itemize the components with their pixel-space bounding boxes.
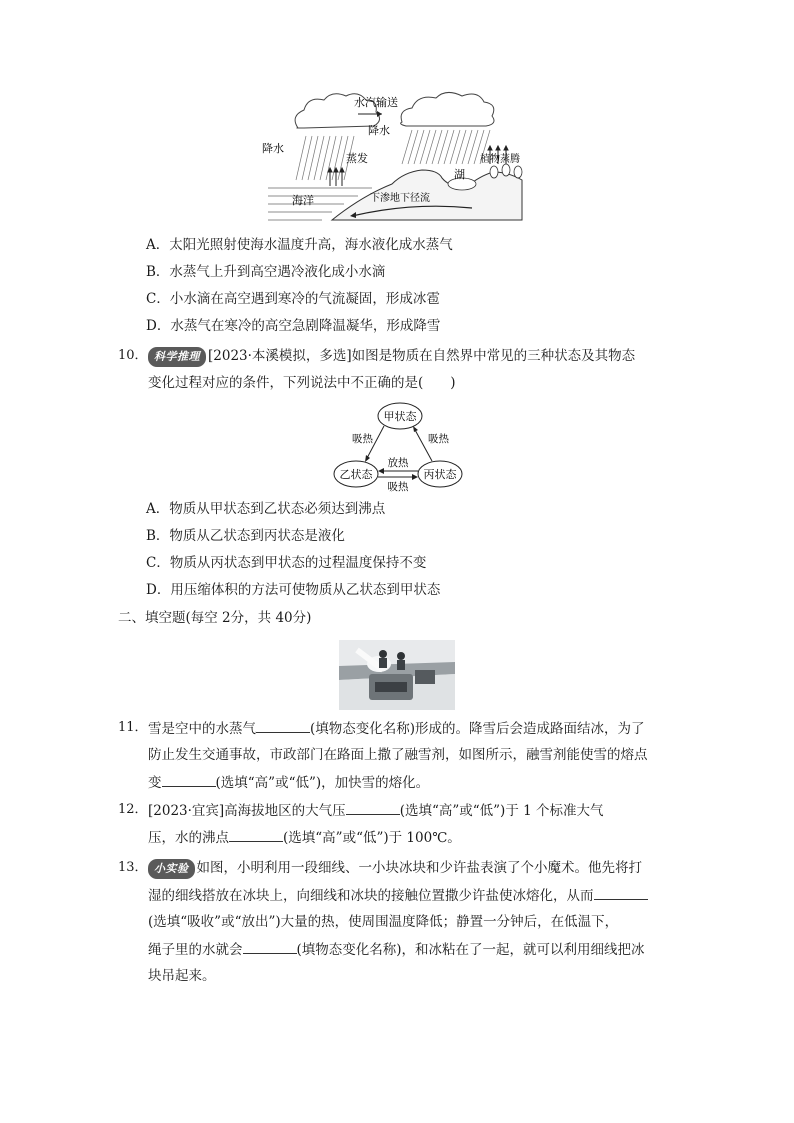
q11-blank-1[interactable] bbox=[256, 719, 310, 733]
q9-option-b: B．水蒸气上升到高空遇冷液化成小水滴 bbox=[146, 264, 386, 280]
label-rain-left: 降水 bbox=[262, 142, 284, 155]
q13-blank-2[interactable] bbox=[243, 940, 297, 954]
state-jia-label: 甲状态 bbox=[383, 410, 417, 423]
mid-bottom-label: 吸热 bbox=[387, 481, 409, 493]
q9-option-a: A．太阳光照射使海水温度升高，海水液化成水蒸气 bbox=[146, 237, 453, 253]
q13-text-1: 如图，小明利用一段细线、一小块冰块和少许盐表演了个小魔术。他先将打 bbox=[196, 860, 642, 876]
state-bing-label: 丙状态 bbox=[423, 468, 457, 481]
q10-option-c: C．物质从丙状态到甲状态的过程温度保持不变 bbox=[146, 555, 427, 571]
q13-text-2a: 湿的细线搭放在冰块上，向细线和冰块的接触位置撒少许盐使冰熔化，从而 bbox=[148, 888, 594, 904]
q10-option-a: A．物质从甲状态到乙状态必须达到沸点 bbox=[146, 501, 386, 517]
q12-text-2a: 压，水的沸点 bbox=[148, 830, 229, 846]
q11-line1 bbox=[148, 719, 645, 738]
q11-text-1a: 雪是空中的水蒸气 bbox=[148, 721, 256, 737]
cloud-right bbox=[401, 92, 494, 126]
q10-badge: 科学推理 bbox=[148, 347, 206, 367]
q13-text-4b: (填物态变化名称)，和冰粘在了一起，就可以利用细线把冰 bbox=[296, 942, 645, 958]
label-rain-top: 降水 bbox=[368, 124, 390, 137]
q11-line2: 防止发生交通事故，市政部门在路面上撒了融雪剂，如图所示，融雪剂能使雪的熔点 bbox=[148, 747, 648, 763]
q13-badge: 小实验 bbox=[148, 859, 195, 879]
left-edge-label: 吸热 bbox=[352, 433, 373, 445]
q11-text-1b: (填物态变化名称)形成的。降雪后会造成路面结冰，为了 bbox=[310, 721, 645, 737]
q12-text-1a: [2023·宜宾]高海拔地区的大气压 bbox=[148, 803, 346, 819]
q12-text-1b: (选填“高”或“低”)于 1 个标准大气 bbox=[399, 803, 604, 819]
q11-number: 11． bbox=[118, 720, 148, 735]
q9-option-c: C．小水滴在高空遇到寒冷的气流凝固，形成冰雹 bbox=[146, 291, 440, 307]
rain-right bbox=[402, 130, 490, 164]
q10-number: 10． bbox=[118, 348, 148, 363]
label-transport: 水汽输送 bbox=[354, 96, 398, 109]
q12-blank-1[interactable] bbox=[346, 801, 400, 815]
q13-line5: 块吊起来。 bbox=[148, 968, 216, 984]
q10-stem bbox=[148, 347, 635, 367]
q13-line3: (选填“吸收”或“放出”)大量的热，使周围温度降低；静置一分钟后，在低温下， bbox=[148, 914, 619, 930]
q10-option-b: B．物质从乙状态到丙状态是液化 bbox=[146, 528, 345, 544]
q13-blank-1[interactable] bbox=[594, 886, 648, 900]
q13-line1 bbox=[148, 859, 642, 879]
label-transpiration: 植物蒸腾 bbox=[480, 154, 520, 165]
evaporation-arrows bbox=[328, 168, 344, 186]
q11-text-3b: (选填“高”或“低”)，加快雪的熔化。 bbox=[215, 775, 430, 791]
q11-blank-2[interactable] bbox=[162, 773, 216, 787]
q9-option-d: D．水蒸气在寒冷的高空急剧降温凝华，形成降雪 bbox=[146, 318, 441, 334]
mid-top-label: 放热 bbox=[387, 457, 409, 469]
q13-text-4a: 绳子里的水就会 bbox=[148, 942, 243, 958]
q10-text2: 变化过程对应的条件，下列说法中不正确的是( ) bbox=[148, 375, 456, 391]
q12-line1 bbox=[148, 801, 604, 820]
q13-number: 13． bbox=[118, 860, 148, 875]
snow-road-photo bbox=[339, 640, 455, 710]
q13-line2 bbox=[148, 886, 648, 905]
label-evaporation: 蒸发 bbox=[346, 152, 368, 165]
state-yi-label: 乙状态 bbox=[339, 468, 373, 481]
state-diagram bbox=[328, 398, 468, 494]
label-ocean: 海洋 bbox=[292, 194, 314, 207]
right-edge-label: 吸热 bbox=[428, 433, 449, 445]
label-lake: 湖 bbox=[454, 168, 465, 181]
q10-option-d: D．用压缩体积的方法可使物质从乙状态到甲状态 bbox=[146, 582, 441, 598]
q12-blank-2[interactable] bbox=[229, 828, 283, 842]
water-cycle-figure bbox=[262, 88, 532, 228]
q10-text: [2023·本溪模拟，多选]如图是物质在自然界中常见的三种状态及其物态 bbox=[208, 348, 636, 364]
q12-text-2b: (选填“高”或“低”)于 100℃。 bbox=[283, 830, 461, 846]
trees bbox=[490, 164, 522, 178]
section2-title: 二、填空题(每空 2分，共 40分) bbox=[118, 610, 312, 626]
q12-number: 12． bbox=[118, 802, 148, 817]
q12-line2 bbox=[148, 828, 461, 847]
q11-text-3a: 变 bbox=[148, 775, 162, 791]
q11-line3 bbox=[148, 773, 429, 792]
label-groundwater: 下渗地下径流 bbox=[370, 193, 430, 204]
q13-line4 bbox=[148, 940, 645, 959]
